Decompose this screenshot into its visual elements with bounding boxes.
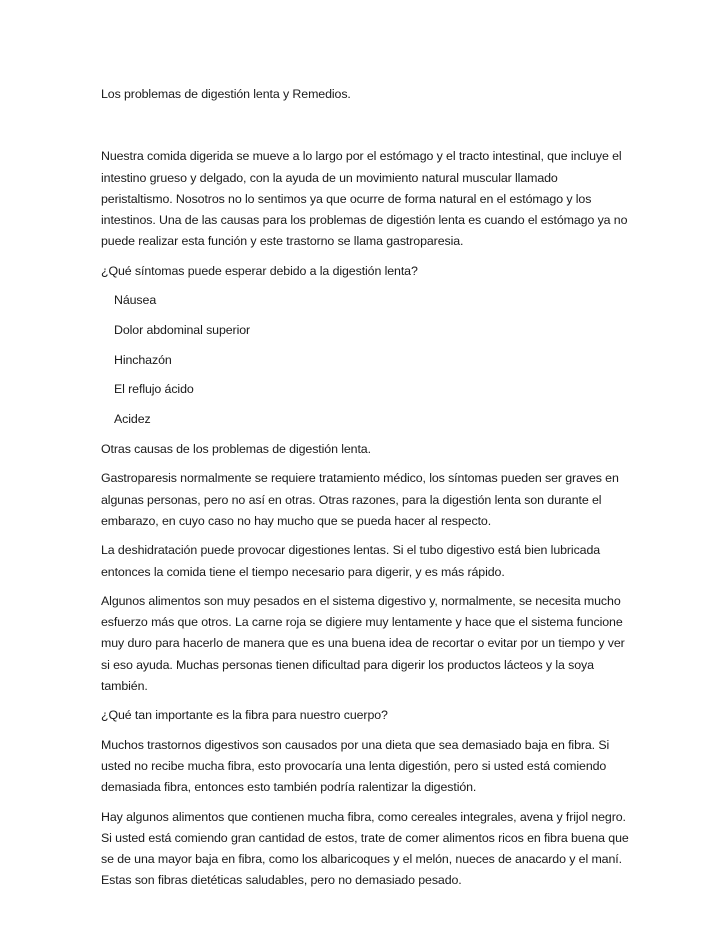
dehydration-paragraph: La deshidratación puede provocar digestiones lentas. Si el tubo digestivo está bien lubricada entonces la comida tiene el tiempo necesario para digerir, y es más rápido. — [101, 543, 601, 579]
foods-paragraph: Algunos alimentos son muy pesados en el sistema digestivo y, normalmente, se necesita mucho esfuerzo más que otros. La carne roja se digiere muy lentamente y hace que el sistema funcione muy duro para hacerlo de manera que es una buena idea de recortar o evitar por un tiempo y ver si eso ayuda. Muchas personas tienen dificultad para digerir los productos lácteos y la soya también. — [101, 593, 625, 694]
causes-heading: Otras causas de los problemas de digestión lenta. — [101, 442, 371, 457]
symptoms-list — [101, 290, 629, 430]
gastroparesis-paragraph: Gastroparesis normalmente se requiere tratamiento médico, los síntomas pueden ser graves en algunas personas, pero no así en otras. Otras razones, para la digestión lenta son durante el embarazo, en cuyo caso no hay mucho que se pueda hacer al respecto. — [101, 471, 619, 528]
document-page — [101, 84, 629, 900]
list-item: Hinchazón — [114, 352, 172, 367]
list-item: Dolor abdominal superior — [114, 322, 251, 337]
fiber-paragraph-1: Muchos trastornos digestivos son causados por una dieta que sea demasiado baja en fibra. Si usted no recibe mucha fibra, esto provocaría una lenta digestión, pero si usted está comiendo demasiada fibra, entonces esto también podría ralentizar la digestión. — [101, 737, 610, 795]
fiber-question: ¿Qué tan importante es la fibra para nuestro cuerpo? — [101, 708, 388, 723]
fiber-paragraph-2: Hay algunos alimentos que contienen mucha fibra, como cereales integrales, avena y frijol negro. Si usted está comiendo gran cantidad de estos, trate de comer alimentos ricos en fibra buena que se de una mayor baja en fibra, como los albaricoques y el melón, nueces de anacardo y el maní. Estas son fibras dietéticas saludables, pero no demasiado pesado. — [101, 809, 629, 888]
symptoms-question: ¿Qué síntomas puede esperar debido a la digestión lenta? — [101, 263, 418, 278]
list-item: Náusea — [114, 293, 157, 308]
list-item: Acidez — [114, 412, 151, 427]
list-item: El reflujo ácido — [114, 382, 194, 397]
document-title: Los problemas de digestión lenta y Remedios. — [101, 87, 351, 101]
intro-paragraph: Nuestra comida digerida se mueve a lo largo por el estómago y el tracto intestinal, que incluye el intestino grueso y delgado, con la ayuda de un movimiento natural muscular llamado peristaltismo. Nosotros no lo sentimos ya que ocurre de forma natural en el estómago y los intestinos. Una de las causas para los problemas de digestión lenta es cuando el estómago ya no puede realizar esta función y este trastorno se llama gastroparesia. — [101, 149, 628, 249]
